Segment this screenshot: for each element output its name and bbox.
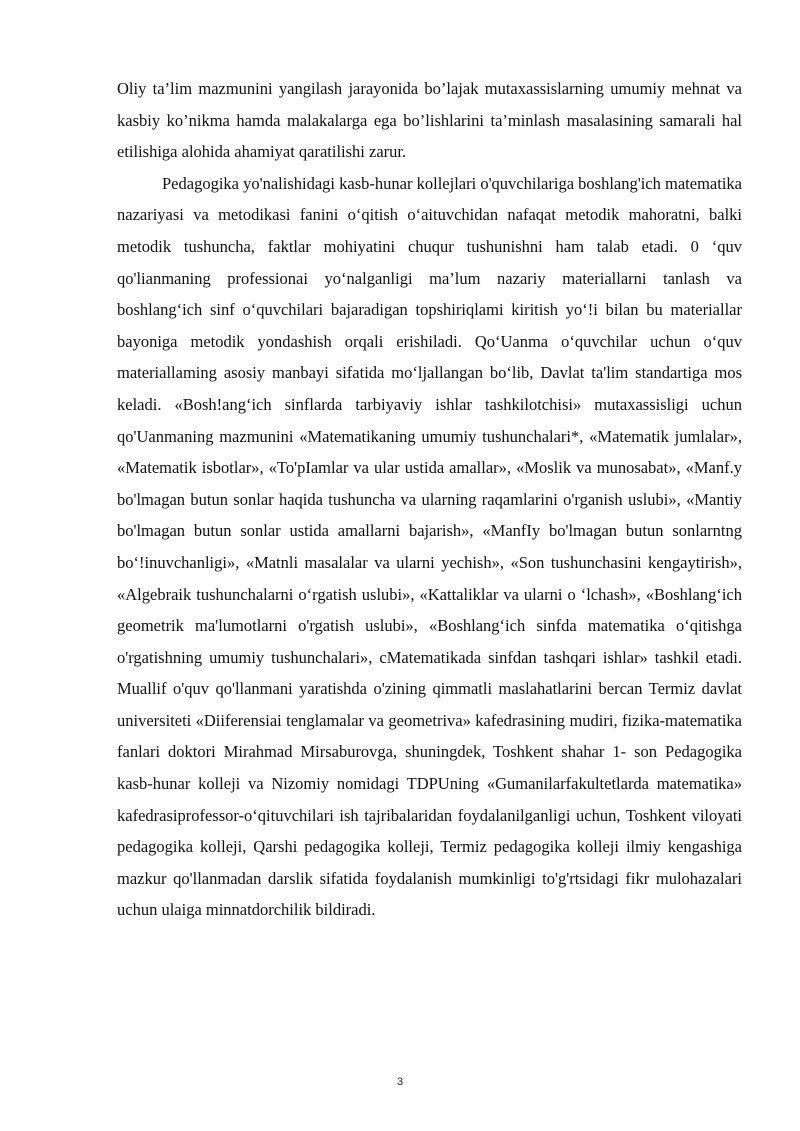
paragraph-1: Oliy ta’lim mazmunini yangilash jarayonida bo’lajak mutaxassislarning umumiy mehnat va kasbiy ko’nikma hamda malakalarga ega bo’lishlarini ta’minlash masalasining samarali hal etilishiga alohida ahamiyat qaratilishi zarur. <box>117 79 742 162</box>
page-number: 3 <box>396 1076 404 1088</box>
document-body <box>117 73 742 926</box>
paragraph-2: Pedagogika yo'nalishidagi kasb-hunar kollejlari o'quvchilariga boshlang'ich matematika nazariyasi va metodikasi fanini o‘qitish o‘aituvchidan nafaqat metodik mahoratni, balki metodik tushuncha, faktlar mohiyatini chuqur tushunishni ham talab etadi. 0 ‘quv qo'lianmaning professionai yo‘nalganligi ma’lum nazariy materiallarni tanlash va boshlang‘ich sinf o‘quvchilari bajaradigan topshiriqlami kiritish yo‘!i bilan bu materiallar bayoniga metodik yondashish orqali erishiladi. Qo‘Uanma o‘quvchilar uchun o‘quv materiallaming asosiy manbayi sifatida mo‘ljallangan bo‘lib, Davlat ta'lim standartiga mos keladi. «Bosh!ang‘ich sinflarda tarbiyaviy ishlar tashkilotchisi» mutaxassisligi uchun qo'Uanmaning mazmunini «Matematikaning umumiy tushunchalari*, «Matematik jumlalar», «Matematik isbotlar», «To'pIamlar va ular ustida amallar», «Moslik va munosabat», «Manf.y bo'lmagan butun sonlar haqida tushuncha va ularning raqamlarini o'rganish uslubi», «Mantiy bo'lmagan butun sonlar ustida amallarni bajarish», «ManfIy bo'lmagan butun sonlarntng bo‘!inuvchanligi», «Matnli masalalar va ularni yechish», «Son tushunchasini kengaytirish», «Algebraik tushunchalarni o‘rgatish uslubi», «Kattaliklar va ularni o ‘lchash», «Boshlang‘ich geometrik ma'lumotlarni o'rgatish uslubi», «Boshlang‘ich sinfda matematika o‘qitishga o'rgatishning umumiy tushunchalari», cMatematikada sinfdan tashqari ishlar» tashkil etadi. Muallif o'quv qo'llanmani yaratishda o'zining qimmatli maslahatlarini bercan Termiz davlat universiteti «Diiferensiai tenglamalar va geometriva» kafedrasining mudiri, fizika-matematika fanlari doktori Mirahmad Mirsaburovga, shuningdek, Toshkent shahar 1- son Pedagogika kasb-hunar kolleji va Nizomiy nomidagi TDPUning «Gumanilarfakultetlarda matematika» kafedrasiprofessor-o‘qituvchilari ish tajribalaridan foydalanilganligi uchun, Toshkent viloyati pedagogika kolleji, Qarshi pedagogika kolleji, Termiz pedagogika kolleji ilmiy kengashiga mazkur qo'llanmadan darslik sifatida foydalanish mumkinligi to'g'rtsidagi fikr mulohazalari uchun ulaiga minnatdorchilik bildiradi. <box>117 173 742 920</box>
